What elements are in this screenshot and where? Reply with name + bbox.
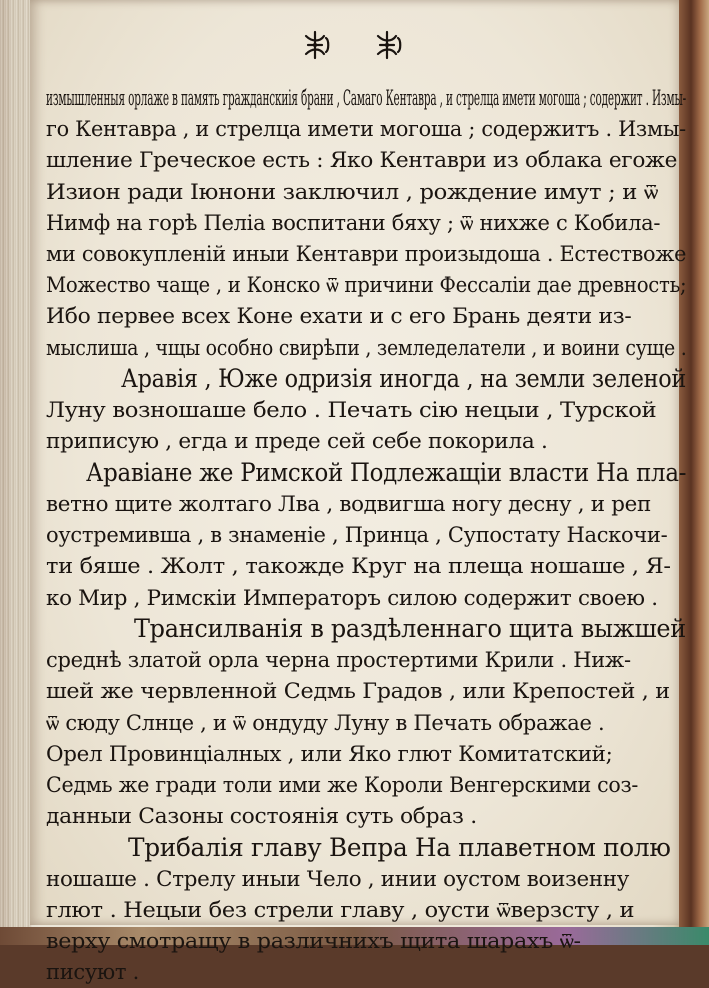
text-line: приписую , егда и преде сей себе покорила . [46, 429, 548, 453]
text-line: Можество чаще , и Конско ѿ причини Фессалiи дае древность; [46, 273, 687, 297]
text-line: мыслиша , чщы особно свирѣпи , земледелатели , и воини суще . [46, 336, 687, 360]
text-line: Седмь же гради толи ими же Короли Венгерскими соз- [46, 773, 639, 797]
text-line-heading: Аравiя , Юже одризiя иногда , на земли зеленой [121, 364, 687, 393]
text-line: шление Греческое есть : Яко Кентаври из облака егоже [46, 148, 678, 172]
text-line: измышленныя орлаже в память гражданскиiя брани , Самаго Кентавра , и стрелца имети могоша ; содержит . Измы- [46, 86, 687, 110]
text-line: ко Мир , Римскiи Императоръ силою содержит своею . [46, 586, 658, 610]
text-line: оустремивша , в знаменiе , Принца , Супостату Наскочи- [46, 523, 668, 547]
text-line: писуют . [46, 960, 139, 984]
text-line-heading: Аравiане же Римской Подлежащiи власти На пла- [86, 458, 687, 487]
text-line: го Кентавра , и стрелца имети могоша ; содержитъ . Измы- [46, 117, 686, 141]
text-line: Нимф на горѣ Пелiа воспитани бяху ; ѿ нихже с Кобила- [46, 211, 661, 235]
text-line: ношаше . Стрелу иныи Чело , инии оустом воизенну [46, 867, 630, 891]
text-line: шей же червленной Седмь Градов , или Крепостей , и [46, 679, 670, 703]
stacked-page-edges [0, 0, 32, 945]
text-line: ми совокупленiй иныи Кентаври произыдоша . Естествоже [46, 242, 687, 266]
text-line: Ибо первее всех Коне ехати и с его Брань деяти из- [46, 304, 632, 328]
text-line: среднѣ златой орла черна простертими Крили . Ниж- [46, 648, 631, 672]
text-line-heading: Трибалiя главу Вепра На плаветном полю [128, 833, 671, 862]
text-line: глют . Нецыи без стрели главу , оусти ѿверзсту , и [46, 898, 635, 922]
text-line: верху смотращу в различнихъ щита шарахъ ѿ- [46, 929, 581, 953]
text-line: ѿ сюду Слнце , и ѿ ондуду Луну в Печать ображае . [46, 711, 605, 735]
text-line: Изион ради Iюнони заключил , рождение имут ; и ѿ [46, 180, 659, 204]
header-ornament-icon [298, 28, 418, 62]
text-line: ветно щите жолтаго Лва , водвигша ногу десну , и реп [46, 492, 651, 516]
text-line-heading: Трансилванiя в раздѣленнаго щита выжшей [134, 614, 686, 643]
text-line: данныи Сазоны состоянiя суть образ . [46, 804, 477, 828]
text-line: ти бяше . Жолт , такожде Круг на плеща ношаше , Я- [46, 554, 671, 578]
text-line: Орел Провинцiалных , или Яко глют Комитатский; [46, 742, 613, 766]
text-line: Луну возношаше бело . Печать сiю нецыи , Турской [46, 398, 657, 422]
